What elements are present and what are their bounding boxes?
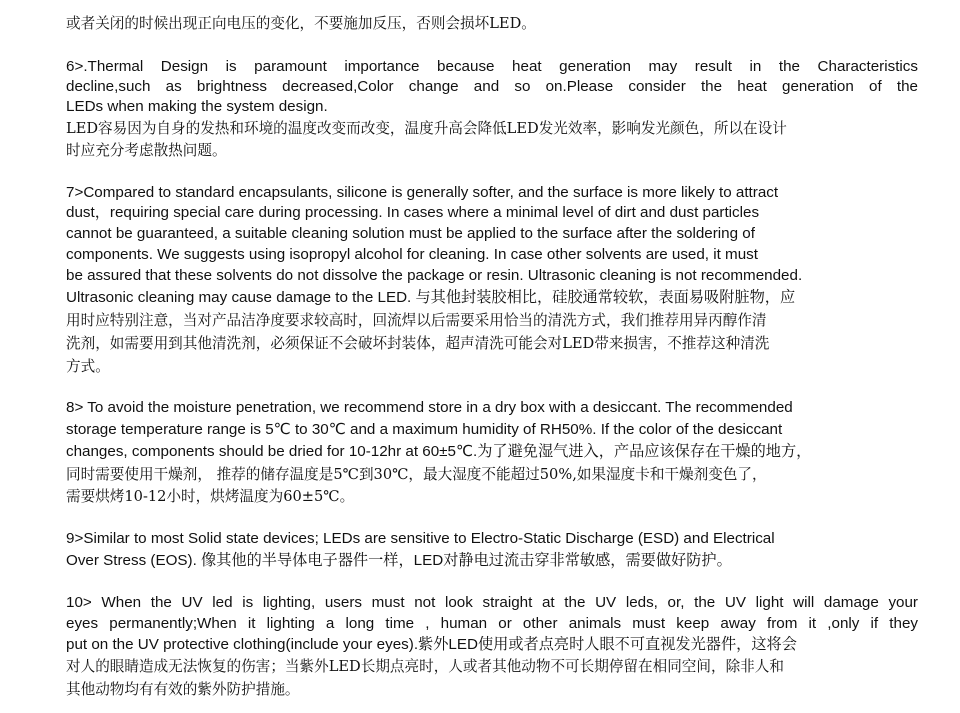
paragraph-line-cn: 其他动物均有有效的紫外防护措施。 bbox=[66, 681, 300, 698]
paragraph-line: be assured that these solvents do not dissolve the package or resin. Ultrasonic cleaning is not recommended. bbox=[66, 267, 803, 284]
paragraph-line: changes, components should be dried for 10-12hr at 60±5℃.为了避免湿气进入，产品应该保存在干燥的地方， bbox=[66, 443, 812, 460]
paragraph-line: decline,such as brightness decreased,Color change and so on.Please consider the heat generation of the bbox=[66, 78, 918, 95]
paragraph-line-cn: 用时应特别注意，当对产品洁净度要求较高时，回流焊以后需要采用恰当的清洗方式，我们推荐用异丙醇作清 bbox=[66, 312, 767, 329]
paragraph-line: LEDs when making the system design. bbox=[66, 98, 328, 115]
paragraph-line: cannot be guaranteed, a suitable cleaning solution must be applied to the surface after the soldering of bbox=[66, 225, 755, 242]
paragraph-line-cn: 方式。 bbox=[66, 358, 110, 375]
paragraph-line: put on the UV protective clothing(include your eyes).紫外LED使用或者点亮时人眼不可直视发光器件，这将会 bbox=[66, 636, 797, 653]
paragraph-line-cn: 需要烘烤10-12小时，烘烤温度为60±5℃。 bbox=[66, 488, 355, 505]
paragraph-line: 6>.Thermal Design is paramount importance because heat generation may result in the Characteristics bbox=[66, 58, 918, 75]
paragraph-line: storage temperature range is 5℃ to 30℃ and a maximum humidity of RH50%. If the color of the desiccant bbox=[66, 421, 783, 438]
paragraph-line: Ultrasonic cleaning may cause damage to the LED. 与其他封装胶相比，硅胶通常较软，表面易吸附脏物，应 bbox=[66, 289, 796, 306]
paragraph-line-cn: 时应充分考虑散热问题。 bbox=[66, 142, 227, 159]
paragraph-line: 8> To avoid the moisture penetration, we recommend store in a dry box with a desiccant. The recommended bbox=[66, 399, 793, 416]
paragraph-line: 9>Similar to most Solid state devices; LEDs are sensitive to Electro-Static Discharge (ESD) and Electrical bbox=[66, 530, 775, 547]
paragraph-line: Over Stress (EOS). 像其他的半导体电子器件一样，LED对静电过流击穿非常敏感，需要做好防护。 bbox=[66, 552, 732, 569]
paragraph-line: 10> When the UV led is lighting, users must not look straight at the UV leds, or, the UV light will damage your bbox=[66, 594, 918, 611]
paragraph-line: dust，requiring special care during processing. In cases where a minimal level of dirt and dust particles bbox=[66, 204, 760, 221]
paragraph-line-cn: 对人的眼睛造成无法恢复的伤害；当紫外LED长期点亮时，人或者其他动物不可长期停留在相同空间，除非人和 bbox=[66, 658, 784, 675]
intro-line: 或者关闭的时候出现正向电压的变化，不要施加反压，否则会损坏LED。 bbox=[66, 15, 536, 32]
paragraph-line: 7>Compared to standard encapsulants, silicone is generally softer, and the surface is more likely to attract bbox=[66, 184, 779, 201]
paragraph-line-cn: 洗剂，如需要用到其他清洗剂，必须保证不会破坏封装体，超声清洗可能会对LED带来损害，不推荐这种清洗 bbox=[66, 335, 770, 352]
paragraph-line: components. We suggests using isopropyl alcohol for cleaning. In case other solvents are used, it must bbox=[66, 246, 758, 263]
paragraph-line: eyes permanently;When it lighting a long time , human or other animals must keep away from it ,only if they bbox=[66, 615, 918, 632]
paragraph-line-cn: LED容易因为自身的发热和环境的温度改变而改变，温度升高会降低LED发光效率，影响发光颜色，所以在设计 bbox=[66, 120, 787, 137]
paragraph-line-cn: 同时需要使用干燥剂， 推荐的储存温度是5℃到30℃，最大湿度不能超过50%,如果湿度卡和干燥剂变色了， bbox=[66, 466, 767, 483]
